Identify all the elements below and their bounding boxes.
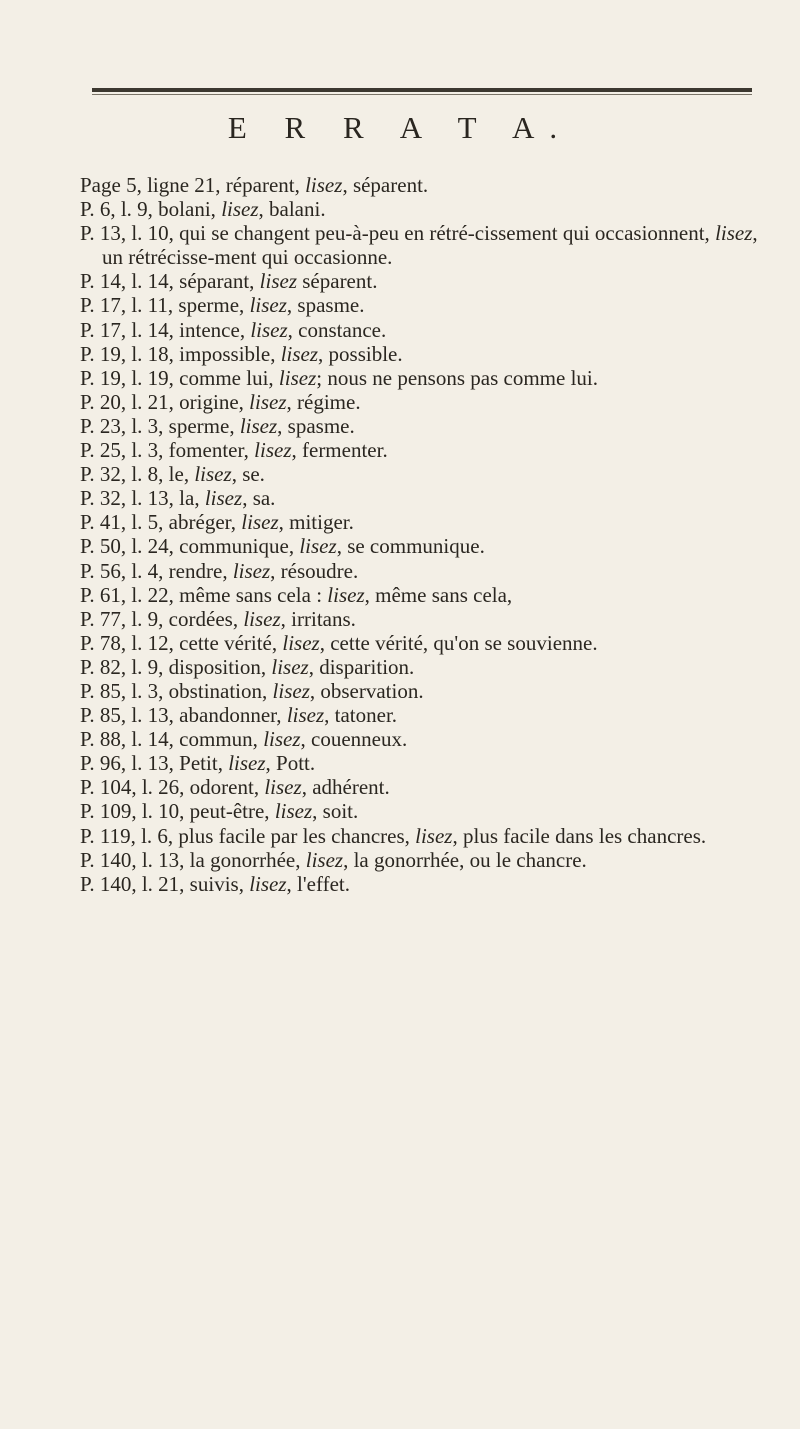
errata-incorrect: P. 77, l. 9, cordées, xyxy=(80,606,244,631)
errata-entry xyxy=(80,293,760,317)
errata-lisez: lisez xyxy=(286,703,325,728)
errata-lisez: lisez xyxy=(249,293,287,318)
errata-entry xyxy=(80,751,760,775)
top-rule-thin xyxy=(92,94,752,95)
errata-lisez: lisez xyxy=(263,727,301,752)
errata-correction: , se communique. xyxy=(336,534,485,559)
errata-lisez: lisez xyxy=(221,197,259,222)
errata-lisez: lisez xyxy=(271,654,309,679)
errata-correction: , plus facile dans les chancres. xyxy=(452,823,707,848)
errata-lisez: lisez xyxy=(272,678,310,703)
errata-entry xyxy=(80,679,760,703)
errata-correction: , spasme. xyxy=(286,293,365,318)
errata-entry xyxy=(80,872,760,896)
errata-entry xyxy=(80,848,760,872)
errata-correction: , la gonorrhée, ou le chancre. xyxy=(343,847,587,872)
errata-entry xyxy=(80,197,760,221)
errata-lisez: lisez xyxy=(194,462,232,487)
errata-lisez: lisez xyxy=(278,365,317,390)
errata-incorrect: P. 140, l. 13, la gonorrhée, xyxy=(80,847,306,872)
errata-lisez: lisez xyxy=(249,871,287,896)
errata-lisez: lisez xyxy=(715,221,753,246)
errata-entry xyxy=(80,655,760,679)
errata-entry xyxy=(80,390,760,414)
errata-correction: , même sans cela, xyxy=(364,582,513,607)
errata-lisez: lisez xyxy=(327,582,365,607)
errata-entry xyxy=(80,583,760,607)
errata-incorrect: P. 20, l. 21, origine, xyxy=(80,389,250,414)
errata-lisez: lisez xyxy=(232,558,271,583)
errata-incorrect: P. 96, l. 13, Petit, xyxy=(80,751,229,776)
errata-entry xyxy=(80,438,760,462)
errata-correction: ; nous ne pensons pas comme lui. xyxy=(316,365,598,390)
errata-lisez: lisez xyxy=(249,389,287,414)
errata-correction: , se. xyxy=(231,462,265,487)
errata-correction: , soit. xyxy=(312,799,359,824)
errata-incorrect: P. 41, l. 5, abréger, xyxy=(80,510,242,535)
errata-correction: , adhérent. xyxy=(301,775,390,800)
errata-correction: , Pott. xyxy=(265,751,316,776)
errata-incorrect: P. 85, l. 13, abandonner, xyxy=(80,703,287,728)
errata-lisez: lisez xyxy=(250,317,288,342)
errata-incorrect: Page 5, ligne 21, réparent, xyxy=(80,173,306,197)
errata-entry xyxy=(80,534,760,558)
errata-incorrect: P. 88, l. 14, commun, xyxy=(80,727,264,752)
errata-correction: , constance. xyxy=(287,317,387,342)
errata-incorrect: P. 6, l. 9, bolani, xyxy=(80,197,222,222)
errata-lisez: lisez xyxy=(228,751,266,776)
errata-lisez: lisez xyxy=(264,775,302,800)
errata-incorrect: P. 23, l. 3, sperme, xyxy=(80,413,240,438)
errata-correction: , couenneux. xyxy=(300,727,408,752)
errata-entry xyxy=(80,510,760,534)
errata-correction: , fermenter. xyxy=(291,438,388,463)
errata-entry xyxy=(80,607,760,631)
errata-correction: , sa. xyxy=(242,486,276,511)
errata-entry xyxy=(80,269,760,293)
errata-entry xyxy=(80,221,760,269)
errata-correction: , tatoner. xyxy=(324,703,398,728)
errata-lisez: lisez xyxy=(299,534,337,559)
errata-lisez: lisez xyxy=(241,510,279,535)
errata-correction: , l'effet. xyxy=(286,871,350,896)
errata-incorrect: P. 140, l. 21, suivis, xyxy=(80,871,250,896)
top-rule xyxy=(92,88,752,92)
errata-entry xyxy=(80,775,760,799)
errata-entry xyxy=(80,824,760,848)
errata-entry xyxy=(80,799,760,823)
errata-incorrect: P. 14, l. 14, séparant, xyxy=(80,269,260,294)
errata-entry xyxy=(80,342,760,366)
errata-correction: , régime. xyxy=(286,389,361,414)
errata-lisez: lisez xyxy=(204,486,243,511)
errata-lisez: lisez xyxy=(259,269,297,294)
errata-correction: , mitiger. xyxy=(278,510,354,535)
errata-correction: , séparent. xyxy=(342,173,429,197)
errata-incorrect: P. 32, l. 13, la, xyxy=(80,486,205,511)
errata-incorrect: P. 32, l. 8, le, xyxy=(80,462,195,487)
errata-entry xyxy=(80,631,760,655)
errata-entry xyxy=(80,318,760,342)
errata-entry xyxy=(80,414,760,438)
errata-incorrect: P. 17, l. 14, intence, xyxy=(80,317,251,342)
errata-incorrect: P. 109, l. 10, peut-être, xyxy=(80,799,275,824)
errata-incorrect: P. 17, l. 11, sperme, xyxy=(80,293,250,318)
errata-entry xyxy=(80,703,760,727)
errata-lisez: lisez xyxy=(274,799,313,824)
errata-lisez: lisez xyxy=(305,173,343,197)
errata-correction: , résoudre. xyxy=(270,558,359,583)
errata-incorrect: P. 50, l. 24, communique, xyxy=(80,534,300,559)
errata-lisez: lisez xyxy=(239,413,278,438)
errata-incorrect: P. 56, l. 4, rendre, xyxy=(80,558,233,583)
errata-incorrect: P. 104, l. 26, odorent, xyxy=(80,775,265,800)
errata-correction: séparent. xyxy=(297,269,378,294)
errata-incorrect: P. 78, l. 12, cette vérité, xyxy=(80,630,283,655)
page-title: E R R A T A. xyxy=(227,110,573,145)
errata-correction: , spasme. xyxy=(277,413,355,438)
errata-incorrect: P. 61, l. 22, même sans cela : xyxy=(80,582,328,607)
errata-lisez: lisez xyxy=(282,630,320,655)
errata-entry xyxy=(80,462,760,486)
errata-lisez: lisez xyxy=(305,847,344,872)
errata-correction: , un rétrécisse-ment qui occasionne. xyxy=(102,221,758,270)
errata-incorrect: P. 19, l. 18, impossible, xyxy=(80,341,281,366)
errata-incorrect: P. 19, l. 19, comme lui, xyxy=(80,365,279,390)
errata-correction: , balani. xyxy=(258,197,326,222)
errata-entry xyxy=(80,486,760,510)
errata-incorrect: P. 25, l. 3, fomenter, xyxy=(80,438,255,463)
errata-incorrect: P. 82, l. 9, disposition, xyxy=(80,654,272,679)
errata-incorrect: P. 13, l. 10, qui se changent peu-à-peu en rétré-cissement qui occasionnent, xyxy=(80,221,716,246)
errata-incorrect: P. 85, l. 3, obstination, xyxy=(80,678,273,703)
errata-entry xyxy=(80,173,760,197)
errata-lisez: lisez xyxy=(243,606,281,631)
errata-entry xyxy=(80,727,760,751)
errata-lisez: lisez xyxy=(280,341,319,366)
errata-entry xyxy=(80,366,760,390)
errata-entry xyxy=(80,559,760,583)
errata-correction: , irritans. xyxy=(280,606,356,631)
errata-list xyxy=(80,173,760,896)
errata-correction: , cette vérité, qu'on se souvienne. xyxy=(319,630,598,655)
errata-lisez: lisez xyxy=(415,823,453,848)
errata-correction: , possible. xyxy=(318,341,403,366)
errata-incorrect: P. 119, l. 6, plus facile par les chancres, xyxy=(80,823,416,848)
errata-correction: , observation. xyxy=(309,678,424,703)
errata-lisez: lisez xyxy=(254,438,292,463)
errata-correction: , disparition. xyxy=(308,654,415,679)
